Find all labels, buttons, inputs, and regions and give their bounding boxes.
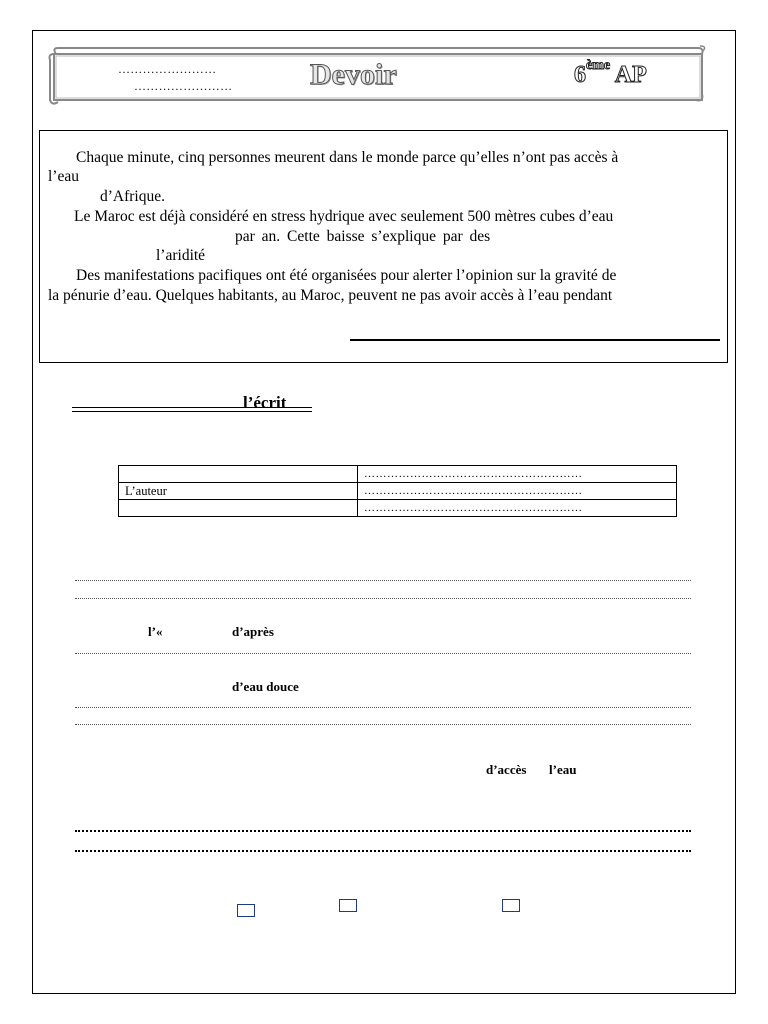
checkbox-1[interactable] — [237, 904, 255, 917]
banner-dots-2: …………………… — [134, 79, 233, 93]
table-cell-label — [119, 500, 358, 517]
source-rule — [350, 339, 720, 341]
table-cell-label: L’auteur — [119, 483, 358, 500]
grade-number: 6 — [574, 62, 586, 88]
text-line-7: Des manifestations pacifiques ont été organisées pour alerter l’opinion sur la gravité de — [76, 267, 617, 284]
answer-line[interactable] — [75, 580, 691, 581]
table-row — [119, 500, 677, 517]
text-line-4: Le Maroc est déjà considéré en stress hydrique avec seulement 500 mètres cubes d’eau — [74, 208, 614, 225]
table-cell-answer[interactable]: ………………………………………………… — [358, 500, 677, 517]
checkbox-2[interactable] — [339, 899, 357, 912]
page-title: Devoir — [310, 58, 397, 91]
question-word-1: l’« — [148, 624, 163, 639]
grade-suffix: AP — [610, 62, 647, 88]
answer-line[interactable] — [75, 724, 691, 725]
question-word-2: d’après — [232, 624, 274, 639]
text-line-8: la pénurie d’eau. Quelques habitants, au Maroc, peuvent ne pas avoir accès à l’eau pendant — [48, 287, 613, 304]
grade-label — [574, 58, 647, 89]
text-line-6: l’aridité — [156, 247, 206, 264]
question-word-4: d’accès — [486, 762, 527, 777]
table-cell-answer[interactable]: ………………………………………………… — [358, 483, 677, 500]
answer-line[interactable] — [75, 850, 691, 852]
table-cell-answer[interactable]: ………………………………………………… — [358, 466, 677, 483]
table-row — [119, 466, 677, 483]
answer-line[interactable] — [75, 707, 691, 708]
table-cell-label — [119, 466, 358, 483]
question-word-3: d’eau douce — [232, 679, 299, 694]
checkbox-3[interactable] — [502, 899, 520, 912]
text-line-5: par an. Cette baisse s’explique par des — [235, 228, 491, 245]
info-table — [118, 465, 677, 517]
answer-line[interactable] — [75, 830, 691, 832]
text-line-1: Chaque minute, cinq personnes meurent dans le monde parce qu’elles n’ont pas accès à — [76, 149, 619, 166]
grade-sup: ème — [586, 58, 611, 73]
answer-line[interactable] — [75, 598, 691, 599]
answer-line[interactable] — [75, 653, 691, 654]
text-line-2: l’eau — [48, 168, 79, 185]
question-word-5: l’eau — [549, 762, 577, 777]
table-row — [119, 483, 677, 500]
section-heading: l’écrit — [243, 393, 287, 412]
banner-dots-1: …………………… — [118, 62, 217, 76]
text-line-3: d’Afrique. — [100, 188, 165, 205]
